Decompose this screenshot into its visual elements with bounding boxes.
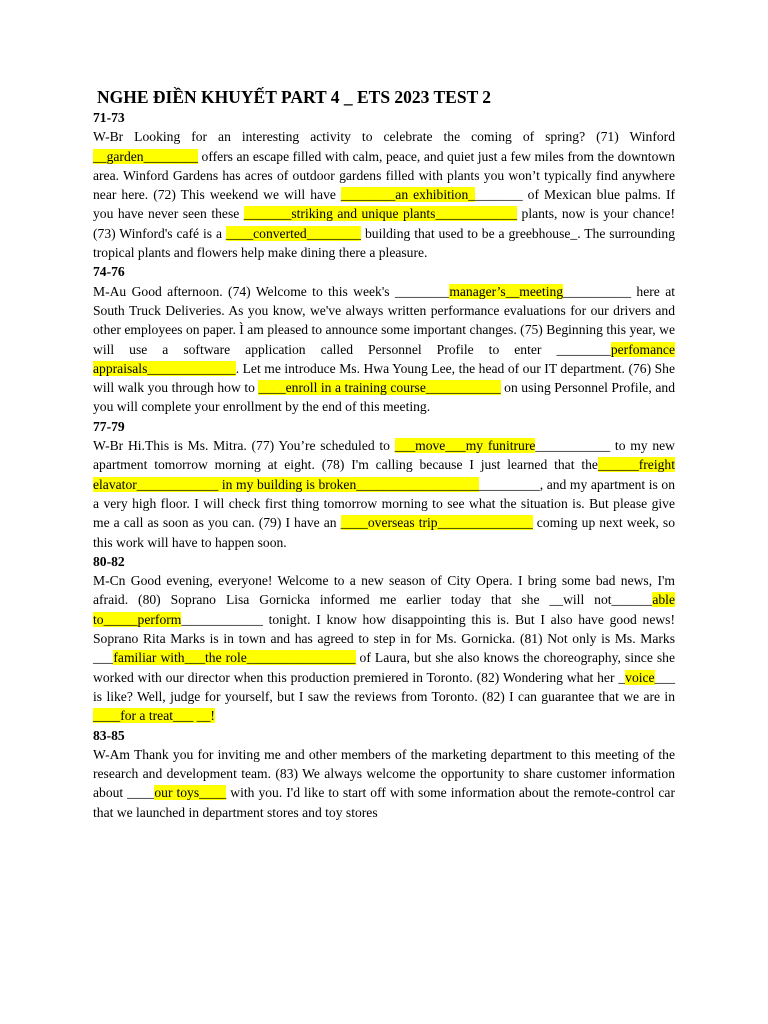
answer-highlight: ___move___my funitrure xyxy=(394,438,536,454)
transcript-text: ___ is like? Well, judge for yourself, but I saw the reviews from Toronto. (82) I can guarantee that we are in xyxy=(93,669,675,704)
transcript-paragraph xyxy=(93,282,675,417)
transcript-text: __________ here at South Truck Deliveries. As you know, we've always written performance evaluations for our drivers and other employees on paper. Ì am pleased to announce some important changes. (75) Beginning this year, we will use a software application called Personnel Profile to enter ________ xyxy=(93,283,675,357)
transcript-text: offers an escape filled with calm, peace, and quiet just a few miles from the downtown area. Winford Gardens has acres of outdoor gardens filled with plants you won’t typically find anywhere near here. (72) This weekend we will have xyxy=(93,148,675,203)
transcript-text: building that used to be a greebhouse_. The surrounding tropical plants and flowers help make dining there a pleasure. xyxy=(93,225,675,261)
answer-highlight: able to_____perform xyxy=(93,592,675,627)
section-number: 80-82 xyxy=(93,553,125,569)
answer-highlight: voice xyxy=(625,669,655,685)
transcript-text: plants, now is your chance! (73) Winford's café is a xyxy=(93,206,675,241)
transcript-text: ____________ tonight. I know how disappointing this is. But I also have good news! Soprano Rita Marks is in town and has agreed to step in for Ms. Gornicka. (81) Not only is Ms. Marks ___ xyxy=(93,611,675,666)
transcript-text: on using Personnel Profile, and you will complete your enrollment by the end of this meeting. xyxy=(93,380,675,415)
transcript-paragraph xyxy=(93,745,675,822)
transcript-text: . Let me introduce Ms. Hwa Young Lee, the head of our IT department. (76) She will walk you through how to xyxy=(93,360,675,396)
transcript-paragraph xyxy=(93,436,675,552)
answer-highlight: ____enroll in a training course___________ xyxy=(258,380,501,396)
answer-highlight: __garden________ xyxy=(93,148,198,164)
section-number: 77-79 xyxy=(93,418,125,434)
answer-highlight: familiar with___the role________________ xyxy=(113,650,356,666)
answer-highlight: ____overseas trip______________ xyxy=(340,515,533,531)
section-number: 83-85 xyxy=(93,727,125,743)
transcript-text: of Laura, but she also knows the choreography, since she worked with our director when this production premiered in Toronto. (82) Wondering what her _ xyxy=(93,650,676,685)
transcript-text: _________, and my apartment is on a very high floor. I will check first thing tomorrow morning to see what the situation is. But please give me a call as soon as you can. (79) I have an xyxy=(93,476,675,531)
transcript-text: M-Cn Good evening, everyone! Welcome to a new season of City Opera. I bring some bad news, I'm afraid. (80) Soprano Lisa Gornicka informed me earlier today that she __will not______ xyxy=(93,573,675,608)
transcript-text: M-Au Good afternoon. (74) Welcome to this week's ________ xyxy=(93,283,450,299)
document-page xyxy=(93,86,675,822)
document-title: NGHE ĐIỀN KHUYẾT PART 4 _ ETS 2023 TEST 2 xyxy=(97,87,492,107)
transcript-paragraph xyxy=(93,127,675,262)
answer-highlight: ______freight elavator____________ in my building is broken__________________ xyxy=(93,457,675,492)
transcript-paragraph xyxy=(93,571,675,725)
transcript-text: with you. I'd like to start off with some information about the remote-control car that we launched in department stores and toy stores xyxy=(93,785,675,820)
transcript-text: _______ of Mexican blue palms. If you have never seen these xyxy=(93,187,675,222)
sections-container xyxy=(93,108,675,822)
answer-highlight: ________an exhibition_ xyxy=(340,187,476,203)
transcript-text: W-Br Hi.This is Ms. Mitra. (77) You’re scheduled to xyxy=(93,438,395,454)
answer-highlight: _______striking and unique plants____________ xyxy=(243,206,518,222)
answer-highlight: ____for a treat___ __! xyxy=(93,708,215,724)
answer-highlight: our toys____ xyxy=(154,785,227,801)
transcript-text: coming up next week, so this work will have to happen soon. xyxy=(93,515,675,550)
answer-highlight: perfomance appraisals_____________ xyxy=(93,341,675,376)
answer-highlight: ____converted________ xyxy=(225,225,362,241)
transcript-text: W-Br Looking for an interesting activity to celebrate the coming of spring? (71) Winford xyxy=(93,129,675,145)
transcript-text: ___________ to my new apartment tomorrow morning at eight. (78) I'm calling because I just learned that the xyxy=(93,438,676,473)
transcript-text: W-Am Thank you for inviting me and other members of the marketing department to this meeting of the research and development team. (83) We always welcome the opportunity to share customer information about ____ xyxy=(93,746,675,801)
answer-highlight: manager’s__meeting xyxy=(449,283,564,299)
section-number: 74-76 xyxy=(93,264,125,280)
section-number: 71-73 xyxy=(93,110,125,125)
